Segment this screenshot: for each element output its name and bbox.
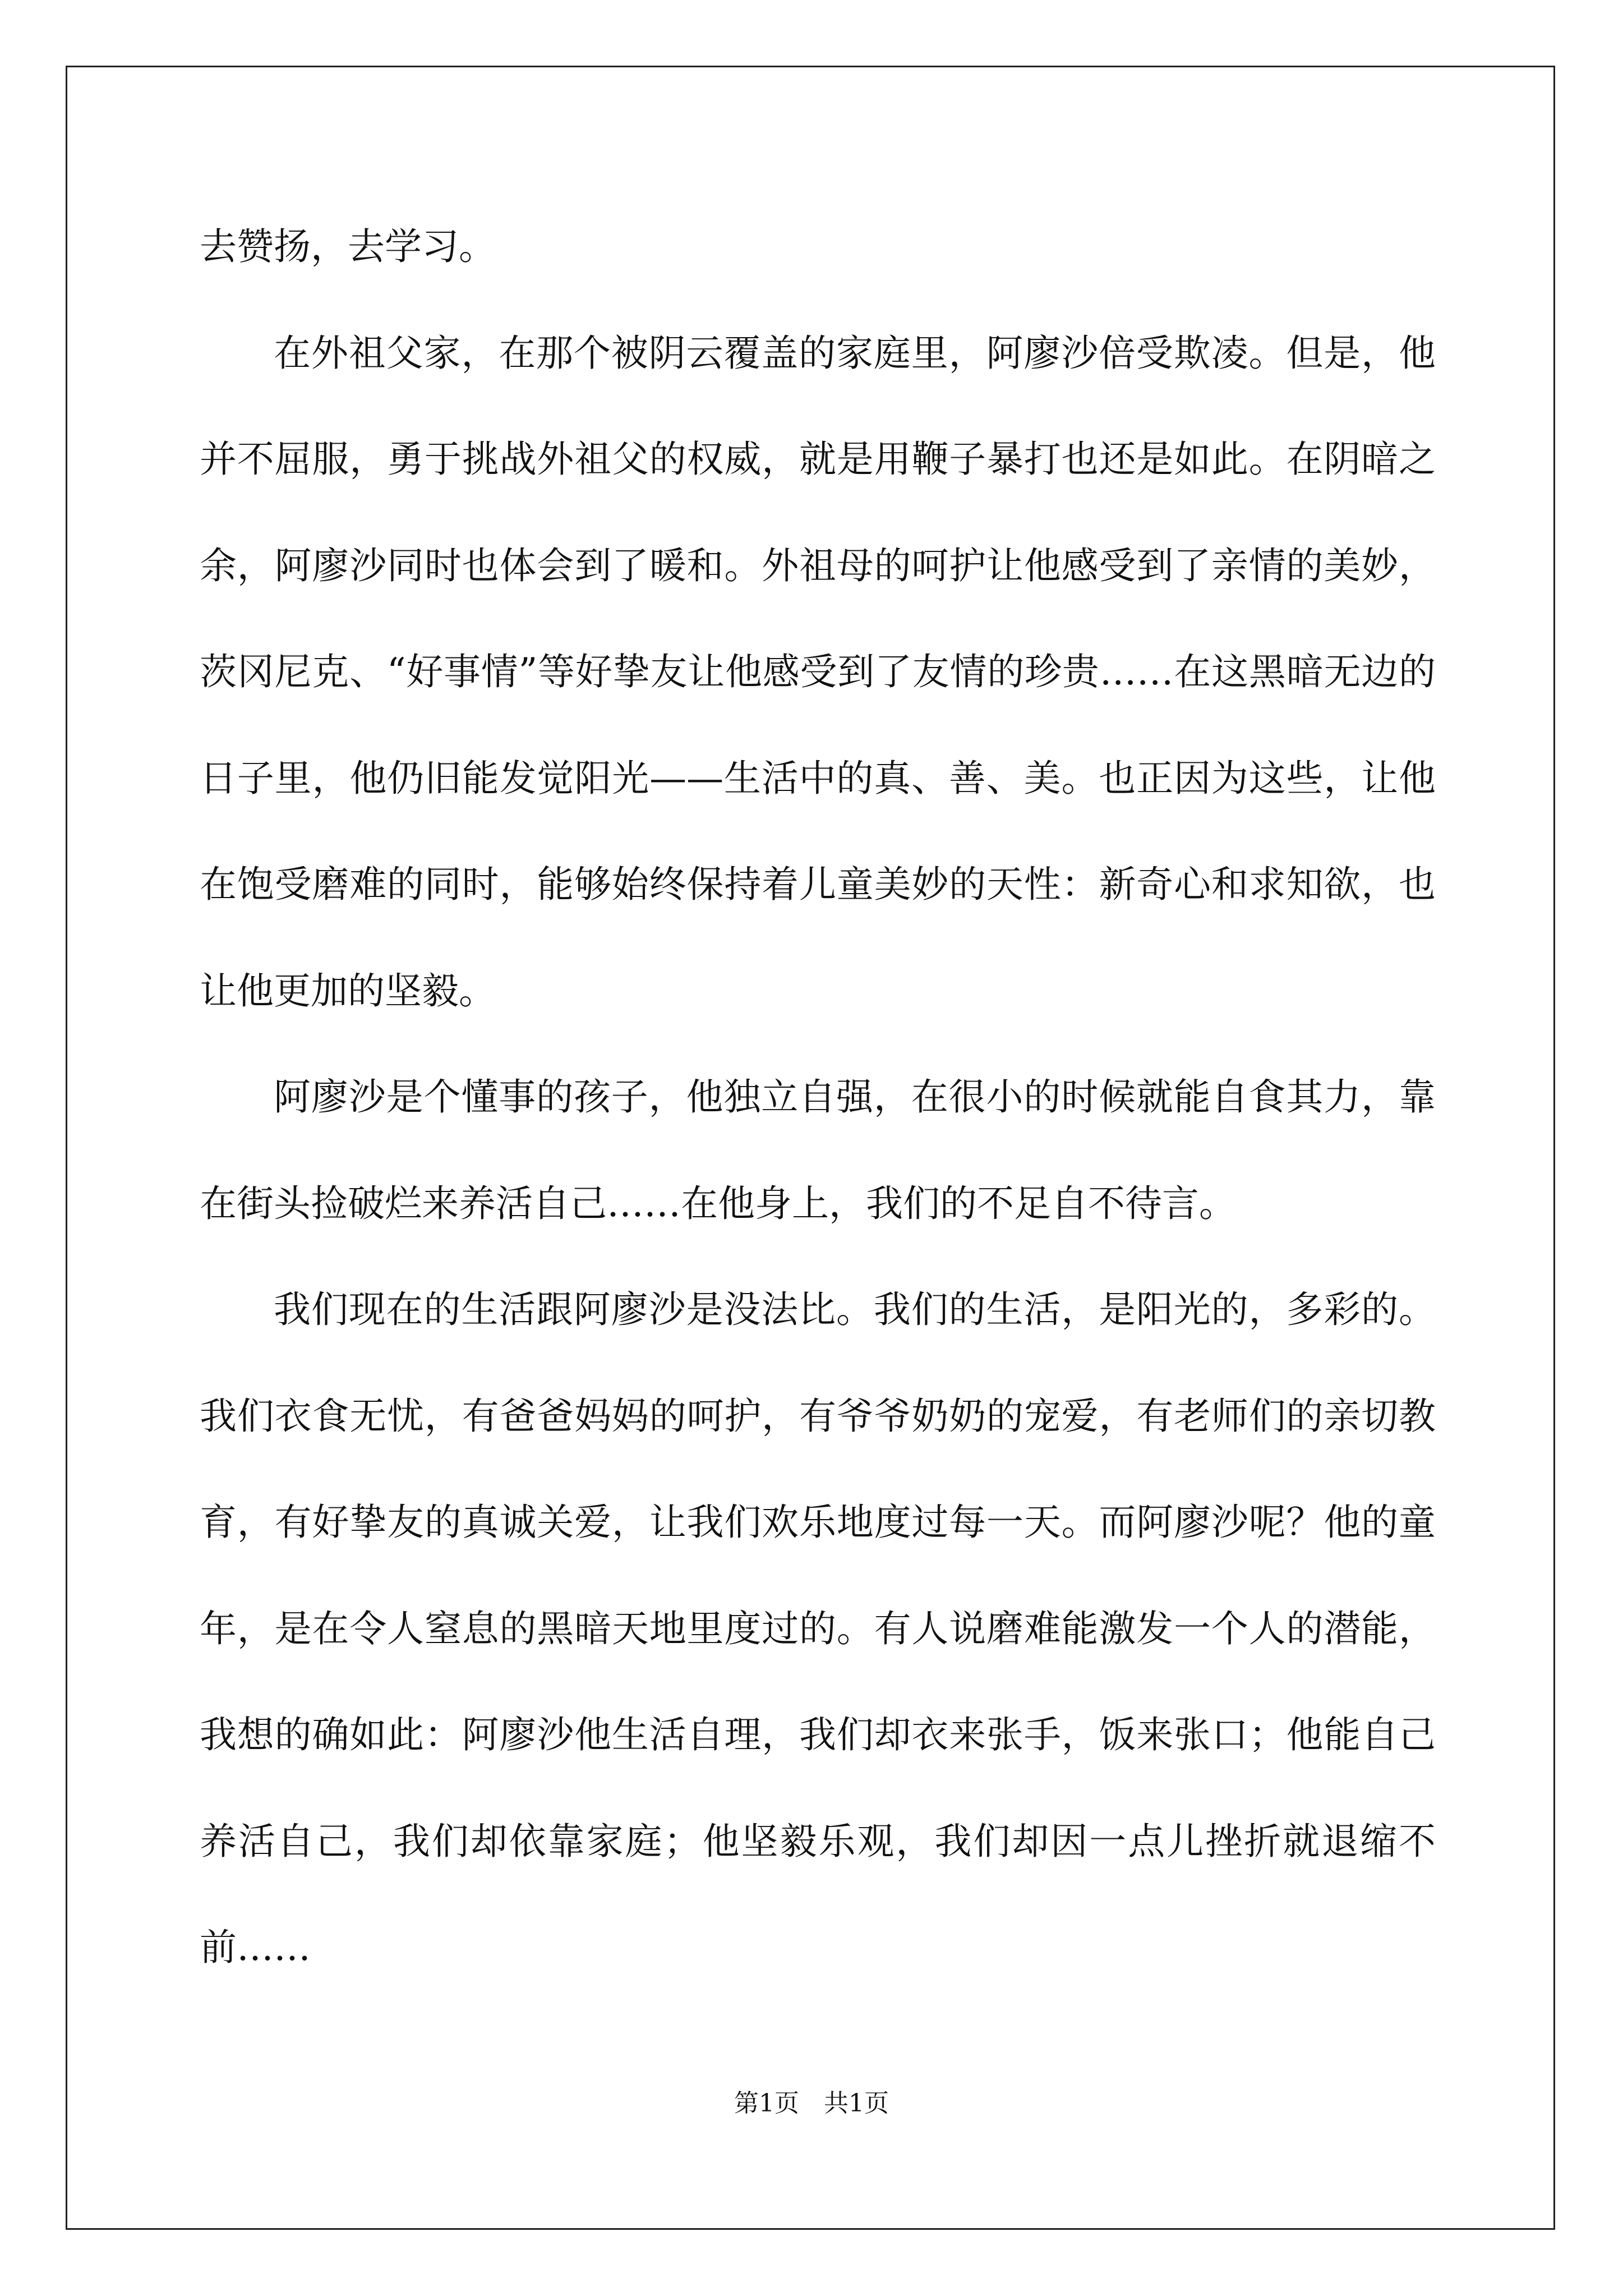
paragraph-2: 在外祖父家，在那个被阴云覆盖的家庭里，阿廖沙倍受欺凌。但是，他并不屈服，勇于挑战外祖父的权威，就是用鞭子暴打也还是如此。在阴暗之余，阿廖沙同时也体会到了暖和。外祖母的呵护让他感受到了亲情的美妙，茨冈尼克、“好事情”等好挚友让他感受到了友情的珍贵……在这黑暗无边的日子里，他仍旧能发觉阳光——生活中的真、善、美。也正因为这些，让他在饱受磨难的同时，能够始终保持着儿童美妙的天性：新奇心和求知欲，也让他更加的坚毅。 bbox=[200, 331, 1436, 1013]
page-footer bbox=[0, 2087, 1623, 2120]
page-number-total: 共1页 bbox=[824, 2089, 889, 2118]
document-body bbox=[200, 194, 1436, 2001]
paragraph-4: 我们现在的生活跟阿廖沙是没法比。我们的生活，是阳光的，多彩的。我们衣食无忧，有爸爸妈妈的呵护，有爷爷奶奶的宠爱，有老师们的亲切教育，有好挚友的真诚关爱，让我们欢乐地度过每一天。而阿廖沙呢？他的童年，是在令人窒息的黑暗天地里度过的。有人说磨难能激发一个人的潜能，我想的确如此：阿廖沙他生活自理，我们却衣来张手，饭来张口；他能自己养活自己，我们却依靠家庭；他坚毅乐观，我们却因一点儿挫折就退缩不前…… bbox=[200, 1288, 1436, 1969]
paragraph-3: 阿廖沙是个懂事的孩子，他独立自强，在很小的时候就能自食其力，靠在街头捡破烂来养活自己……在他身上，我们的不足自不待言。 bbox=[200, 1075, 1436, 1225]
page-number-current: 第1页 bbox=[734, 2089, 799, 2118]
paragraph-1: 去赞扬，去学习。 bbox=[200, 225, 496, 268]
